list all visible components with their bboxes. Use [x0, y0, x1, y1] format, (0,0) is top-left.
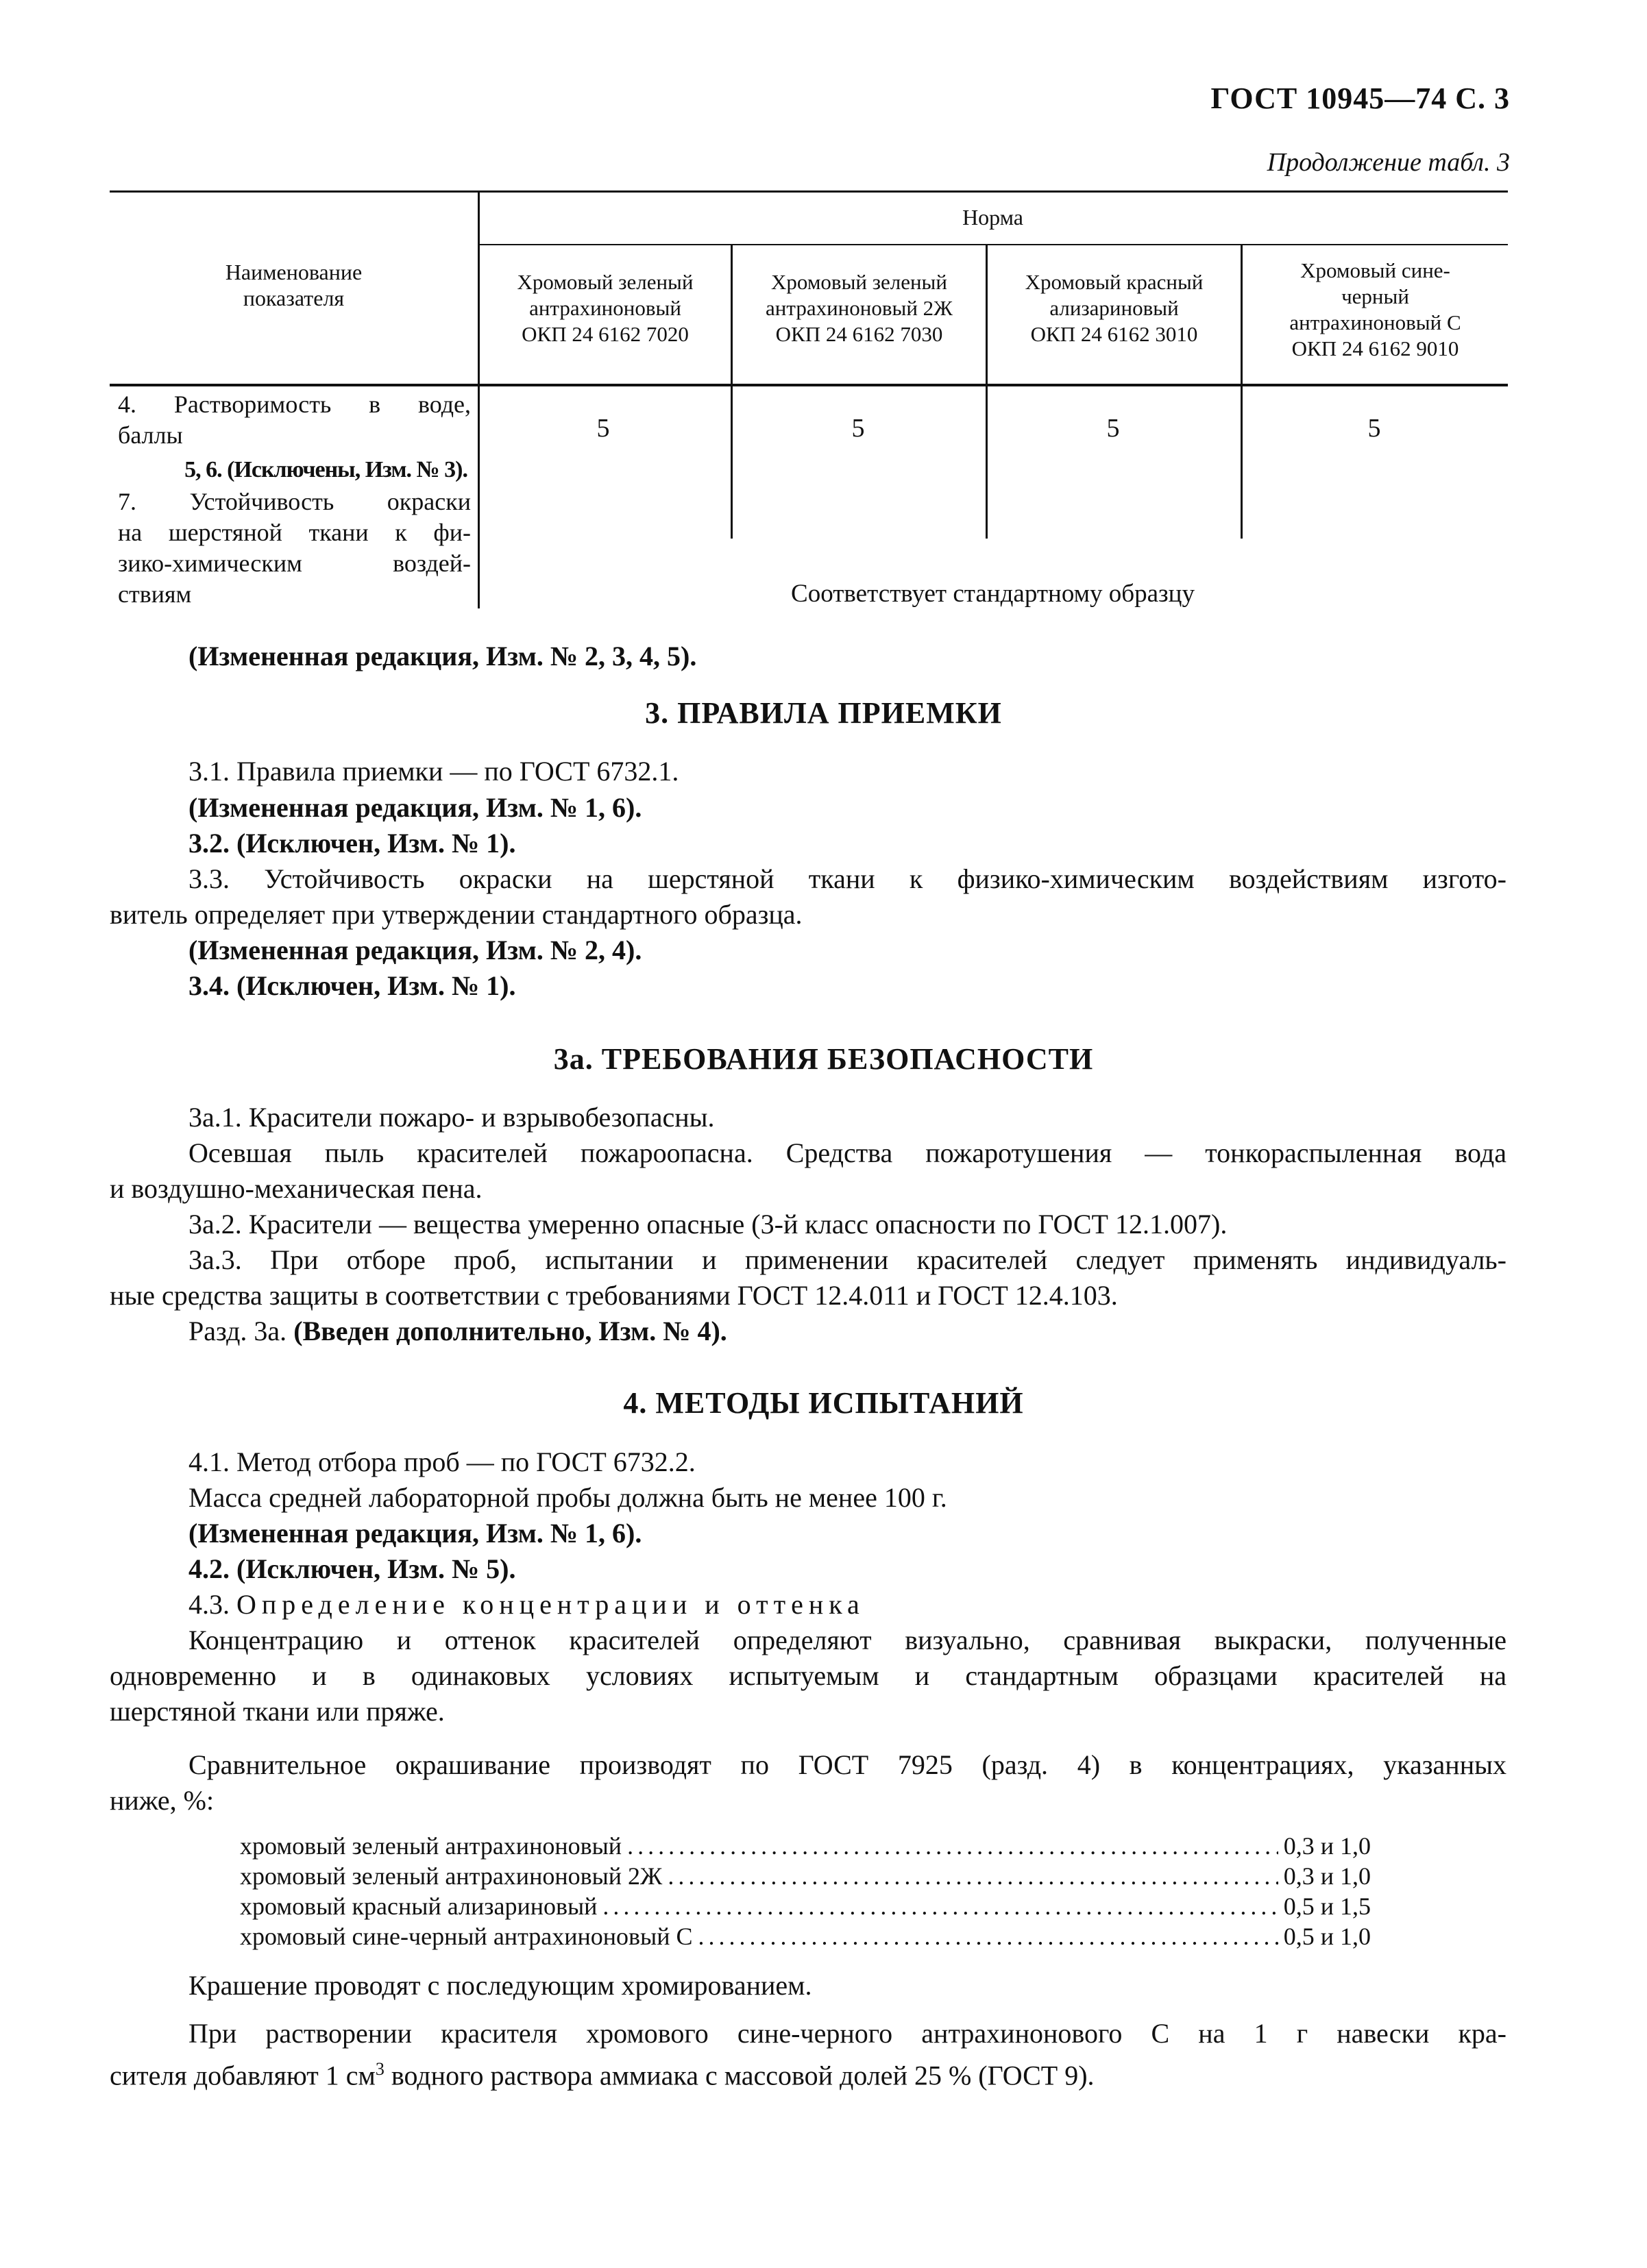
col-header-indicator-line: показателя	[243, 286, 345, 310]
para-3a-3-line: 3а.3. При отборе проб, испытании и применении красителей следует применять индивидуаль-	[188, 1244, 1506, 1275]
dye-name: хромовый зеленый антрахиноновый 2Ж	[240, 1862, 663, 1890]
concentration-value: 0,3 и 1,0	[1283, 1862, 1371, 1890]
concentration-value: 0,5 и 1,5	[1283, 1893, 1371, 1920]
para-4-3d-line	[110, 2051, 1095, 2093]
solubility-value: 5	[1367, 414, 1381, 443]
text-fragment: сителя добавляют 1 см	[110, 2060, 376, 2091]
concentration-row	[240, 1831, 1371, 1861]
document-id: ГОСТ 10945—74 С. 3	[1210, 82, 1510, 115]
para-4-3b-line: Сравнительное окрашивание производят по ГОСТ 7925 (разд. 4) в концентрациях, указанных	[188, 1749, 1506, 1780]
col-header-line: Хромовый сине-	[1300, 258, 1450, 282]
para-4-3d-line: При растворении красителя хромового сине-черного антрахинонового С на 1 г навески кра-	[188, 2018, 1506, 2049]
para-4-1: 4.1. Метод отбора проб — по ГОСТ 6732.2.	[188, 1446, 696, 1477]
para-4-3-title: Определение концентрации и оттенка	[236, 1589, 865, 1620]
para-3-1: 3.1. Правила приемки — по ГОСТ 6732.1.	[188, 756, 679, 787]
solubility-value: 5	[1106, 414, 1120, 443]
superscript: 3	[375, 2059, 385, 2079]
row-label-line: 7. Устойчивость окраски	[118, 488, 471, 515]
col-header-line: ОКП 24 6162 9010	[1291, 336, 1459, 360]
concentration-row	[240, 1861, 1371, 1891]
section-3a-title: 3а. ТРЕБОВАНИЯ БЕЗОПАСНОСТИ	[553, 1042, 1094, 1076]
col-header-line: Хромовый красный	[1025, 270, 1204, 294]
row-label-line: баллы	[118, 421, 183, 449]
concentration-value: 0,3 и 1,0	[1283, 1832, 1371, 1860]
para-4-2: 4.2. (Исключен, Изм. № 5).	[188, 1553, 516, 1584]
col-header-line: черный	[1341, 284, 1409, 308]
para-4-3a-line: шерстяной ткани или пряже.	[110, 1696, 445, 1727]
col-header-norm: Норма	[962, 205, 1023, 230]
para-3-3-line: витель определяет при утверждении стандартного образца.	[110, 899, 803, 930]
section-3-title: 3. ПРАВИЛА ПРИЕМКИ	[645, 696, 1002, 730]
solubility-value: 5	[596, 414, 610, 443]
row-color-fastness-label	[118, 486, 471, 610]
section-3a-note	[188, 1314, 727, 1349]
col-header-chrome-green-2zh	[733, 269, 986, 347]
concentration-row	[240, 1891, 1371, 1921]
amendment-note: (Измененная редакция, Изм. № 1, 6).	[188, 1518, 642, 1549]
para-4-3b-line: ниже, %:	[110, 1785, 215, 1816]
para-4-3a-line: одновременно и в одинаковых условиях испытуемым и стандартным образцами красителей на	[110, 1660, 1506, 1691]
col-header-line: антрахиноновый 2Ж	[766, 296, 953, 320]
amendment-note: (Измененная редакция, Изм. № 1, 6).	[188, 792, 642, 823]
para-3a-1b-line: Осевшая пыль красителей пожароопасна. Средства пожаротушения — тонкораспыленная вода	[188, 1137, 1506, 1168]
para-3a-3-line: ные средства защиты в соответствии с требованиями ГОСТ 12.4.011 и ГОСТ 12.4.103.	[110, 1280, 1118, 1311]
text-fragment: водного раствора аммиака с массовой долей 25 % (ГОСТ 9).	[384, 2060, 1095, 2091]
row-excluded-5-6: 5, 6. (Исключены, Изм. № 3).	[184, 457, 467, 482]
concentration-row	[240, 1921, 1371, 1951]
solubility-value: 5	[851, 414, 865, 443]
col-header-line: ОКП 24 6162 7030	[775, 322, 943, 346]
row-label-line: на шерстяной ткани к фи-	[118, 519, 471, 546]
table-continuation-label: Продолжение табл. 3	[1267, 148, 1510, 177]
amendment-note: (Измененная редакция, Изм. № 2, 4).	[188, 935, 642, 965]
col-header-indicator-line: Наименование	[225, 260, 363, 284]
amendment-note: (Введен дополнительно, Изм. № 4).	[293, 1316, 727, 1346]
para-3a-1b-line: и воздушно-механическая пена.	[110, 1173, 483, 1204]
dye-name: хромовый сине-черный антрахиноновый С	[240, 1923, 693, 1950]
para-3a-1: 3а.1. Красители пожаро- и взрывобезопасны.	[188, 1102, 715, 1133]
para-4-1b: Масса средней лабораторной пробы должна быть не менее 100 г.	[188, 1482, 947, 1513]
col-header-line: антрахиноновый	[529, 296, 681, 320]
col-header-line: ОКП 24 6162 7020	[522, 322, 689, 346]
col-header-chrome-green	[480, 269, 731, 347]
col-header-line: антрахиноновый С	[1289, 310, 1461, 334]
section-3a-ref: Разд. 3а.	[188, 1316, 287, 1346]
para-4-3a-line: Концентрацию и оттенок красителей определяют визуально, сравнивая выкраски, полученные	[188, 1625, 1506, 1655]
row-solubility-label	[118, 389, 471, 451]
col-header-line: Хромовый зеленый	[771, 270, 947, 294]
col-header-line: Хромовый зеленый	[517, 270, 694, 294]
row-label-line: 4. Растворимость в воде,	[118, 391, 471, 418]
col-header-line: ОКП 24 6162 3010	[1030, 322, 1198, 346]
dye-name: хромовый красный ализариновый	[240, 1893, 598, 1920]
col-header-chrome-blue-black	[1243, 258, 1508, 362]
amendment-note: (Измененная редакция, Изм. № 2, 3, 4, 5).	[188, 641, 697, 671]
leader-dots	[698, 1921, 1278, 1951]
para-4-3-number: 4.3.	[188, 1589, 230, 1620]
row-label-line: зико-химическим воздей-	[118, 550, 471, 577]
norms-table	[110, 190, 1508, 615]
dye-name: хромовый зеленый антрахиноновый	[240, 1832, 622, 1860]
para-3-4: 3.4. (Исключен, Изм. № 1).	[188, 970, 516, 1001]
leader-dots	[602, 1891, 1278, 1921]
para-4-3-heading	[188, 1587, 865, 1623]
col-header-chrome-red	[988, 269, 1241, 347]
para-3a-2: 3а.2. Красители — вещества умеренно опасные (3-й класс опасности по ГОСТ 12.1.007).	[188, 1209, 1228, 1240]
section-4-title: 4. МЕТОДЫ ИСПЫТАНИЙ	[623, 1386, 1024, 1420]
col-header-indicator	[110, 259, 478, 311]
color-fastness-value: Соответствует стандартному образцу	[791, 580, 1195, 608]
col-header-line: ализариновый	[1049, 296, 1179, 320]
para-3-3-line: 3.3. Устойчивость окраски на шерстяной ткани к физико-химическим воздействиям изгото-	[188, 863, 1506, 894]
row-label-line: ствиям	[118, 580, 192, 608]
para-3-2: 3.2. (Исключен, Изм. № 1).	[188, 828, 516, 859]
para-4-3c: Крашение проводят с последующим хромированием.	[188, 1970, 812, 2001]
concentration-value: 0,5 и 1,0	[1283, 1923, 1371, 1950]
leader-dots	[668, 1861, 1278, 1891]
leader-dots	[627, 1831, 1278, 1861]
